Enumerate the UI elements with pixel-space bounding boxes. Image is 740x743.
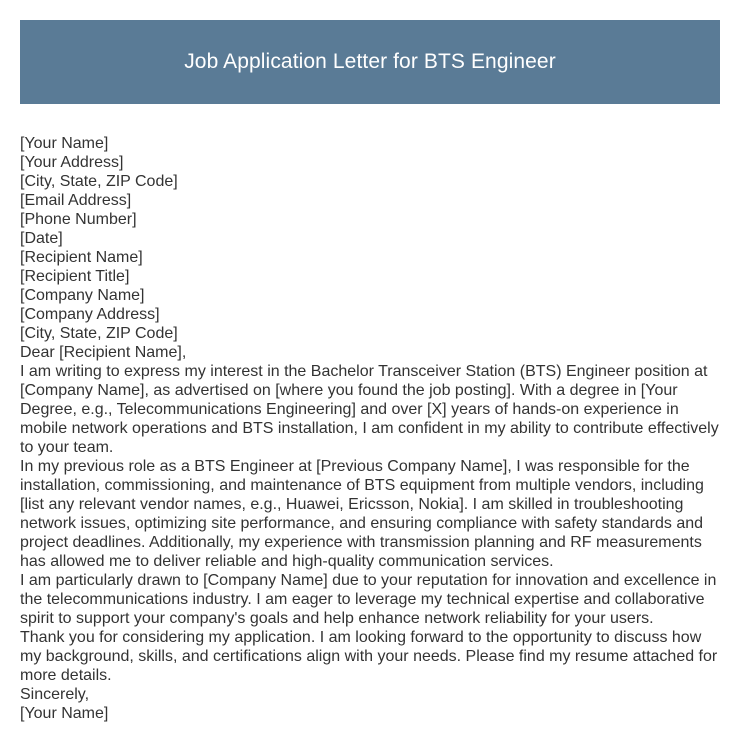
recipient-company-address: [Company Address] — [20, 306, 160, 323]
salutation: Dear [Recipient Name], — [20, 344, 187, 361]
sender-email: [Email Address] — [20, 192, 132, 209]
paragraph-motivation: I am particularly drawn to [Company Name] due to your reputation for innovation and excellence in the telecommunications industry. I am eager to leverage my technical expertise and collaborative spirit to support your company's goals and help enhance network reliability for your users. — [20, 572, 717, 627]
sign-off: Sincerely, — [20, 686, 90, 703]
sender-address: [Your Address] — [20, 154, 124, 171]
page-title: Job Application Letter for BTS Engineer — [184, 50, 556, 73]
title-banner — [20, 20, 720, 104]
letter-body — [20, 134, 722, 723]
sender-name: [Your Name] — [20, 135, 109, 152]
letter-date: [Date] — [20, 230, 63, 247]
paragraph-intro: I am writing to express my interest in the Bachelor Transceiver Station (BTS) Engineer position at [Company Name], as advertised on [where you found the job posting]. With a degree in [Your Degree, e.g., Telecommunications Engineering] and over [X] years of hands-on experience in mobile network operations and BTS installation, I am confident in my ability to contribute effectively to your team. — [20, 363, 719, 456]
signature-name: [Your Name] — [20, 705, 109, 722]
recipient-title: [Recipient Title] — [20, 268, 130, 285]
recipient-name: [Recipient Name] — [20, 249, 143, 266]
recipient-city-state-zip: [City, State, ZIP Code] — [20, 325, 178, 342]
sender-city-state-zip: [City, State, ZIP Code] — [20, 173, 178, 190]
paragraph-experience: In my previous role as a BTS Engineer at [Previous Company Name], I was responsible for the installation, commissioning, and maintenance of BTS equipment from multiple vendors, including [list any relevant vendor names, e.g., Huawei, Ericsson, Nokia]. I am skilled in troubleshooting network issues, optimizing site performance, and ensuring compliance with safety standards and project deadlines. Additionally, my experience with transmission planning and RF measurements has allowed me to deliver reliable and high-quality communication services. — [20, 458, 704, 570]
recipient-company: [Company Name] — [20, 287, 145, 304]
paragraph-closing: Thank you for considering my application. I am looking forward to the opportunity to discuss how my background, skills, and certifications align with your needs. Please find my resume attached for more details. — [20, 629, 718, 684]
sender-phone: [Phone Number] — [20, 211, 137, 228]
